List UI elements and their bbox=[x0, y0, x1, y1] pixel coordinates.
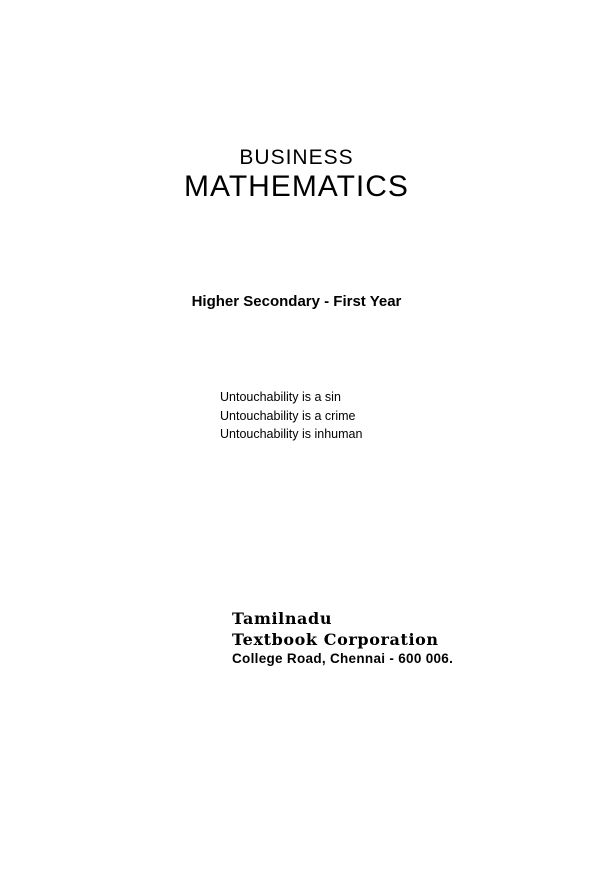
publisher-block bbox=[232, 608, 453, 668]
book-title-line1: BUSINESS bbox=[239, 146, 354, 169]
pledge-line-1: Untouchability is a sin bbox=[220, 390, 341, 404]
publisher-address: College Road, Chennai - 600 006. bbox=[232, 651, 454, 666]
publisher-name-line2: Textbook Corporation bbox=[232, 630, 439, 649]
publisher-name-line1: Tamilnadu bbox=[232, 609, 333, 628]
pledge-line-3: Untouchability is inhuman bbox=[220, 427, 363, 441]
pledge-line-2: Untouchability is a crime bbox=[220, 408, 356, 423]
book-title-line2: MATHEMATICS bbox=[184, 170, 409, 203]
pledge-block bbox=[220, 388, 362, 444]
book-subtitle: Higher Secondary - First Year bbox=[191, 293, 402, 310]
